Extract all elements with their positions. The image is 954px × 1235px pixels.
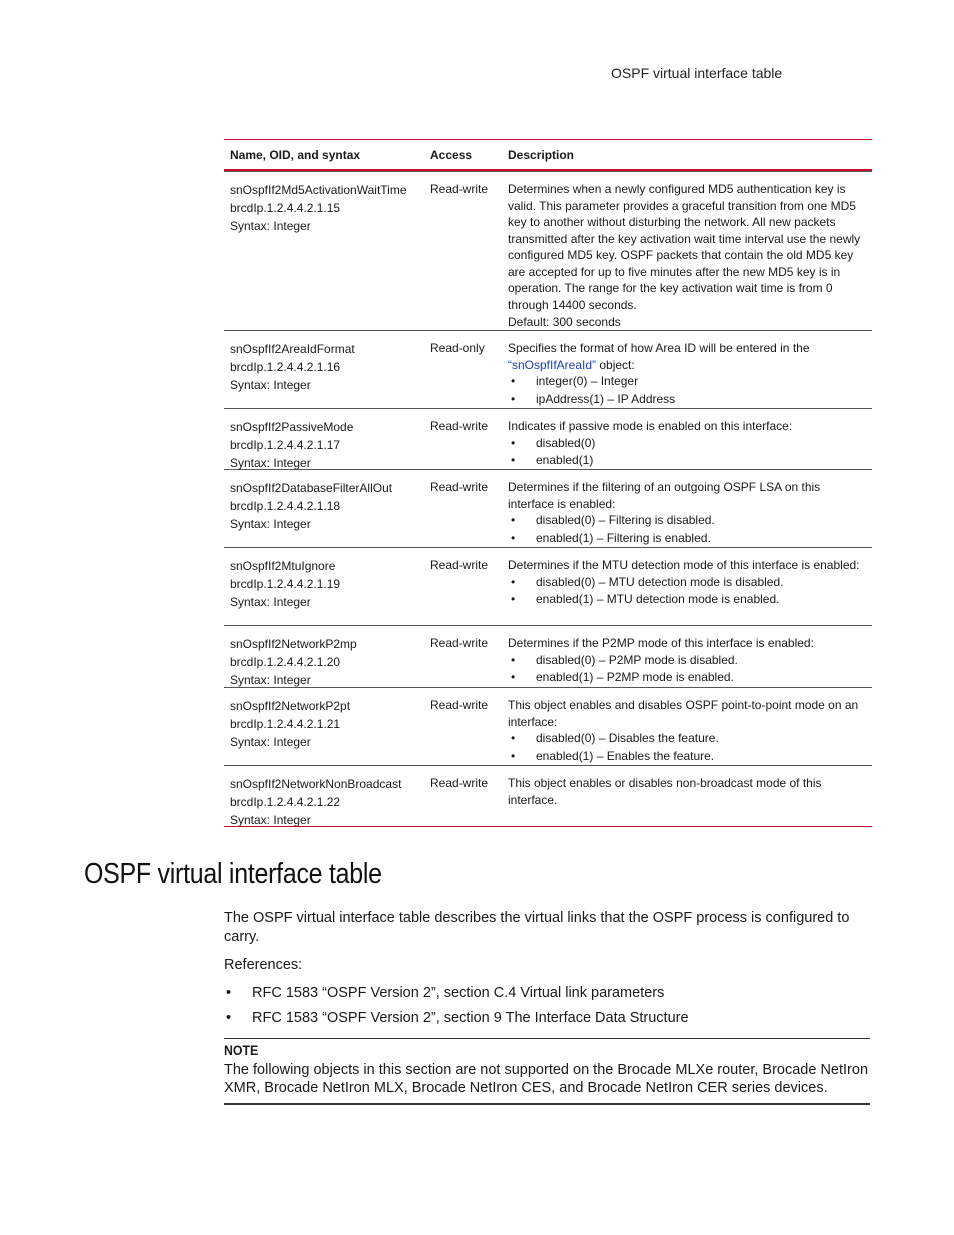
bullet-icon: • xyxy=(511,731,516,745)
access-cell: Read-only xyxy=(430,341,485,355)
list-item xyxy=(508,391,866,409)
bullet-icon: • xyxy=(511,453,516,467)
access-cell: Read-write xyxy=(430,480,489,494)
object-cell xyxy=(224,340,424,403)
object-syntax: Syntax: Integer xyxy=(230,595,311,609)
value-list xyxy=(508,574,866,609)
bullet-icon: • xyxy=(511,391,516,406)
value-label: disabled(0) – MTU detection mode is disabled. xyxy=(536,574,784,589)
object-cell xyxy=(224,479,424,542)
table-row xyxy=(224,547,872,625)
description-cell xyxy=(502,418,872,467)
description-cell xyxy=(502,775,872,821)
table-row xyxy=(224,687,872,765)
references-label: References: xyxy=(224,957,303,973)
object-oid: brcdIp.1.2.4.4.2.1.16 xyxy=(230,360,341,374)
description-cell xyxy=(502,340,872,406)
object-oid: brcdIp.1.2.4.4.2.1.15 xyxy=(230,201,341,215)
object-name: snOspfIf2DatabaseFilterAllOut xyxy=(230,481,393,495)
table-row xyxy=(224,469,872,547)
object-reference-link[interactable]: “snOspfIfAreaId” xyxy=(508,357,597,372)
bullet-icon: • xyxy=(511,652,516,667)
access-cell: Read-write xyxy=(430,636,489,650)
description-prefix: Specifies the format of how Area ID will be entered in the xyxy=(508,341,810,355)
section-body xyxy=(224,909,872,1105)
default-value: Default: 300 seconds xyxy=(508,315,621,329)
table-row xyxy=(224,625,872,687)
bullet-icon: • xyxy=(511,592,516,606)
list-item xyxy=(224,1009,872,1028)
object-oid: brcdIp.1.2.4.4.2.1.19 xyxy=(230,577,341,591)
object-oid: brcdIp.1.2.4.4.2.1.18 xyxy=(230,499,341,513)
value-label: enabled(1) – Enables the feature. xyxy=(536,748,715,763)
access-cell: Read-write xyxy=(430,776,489,790)
description-cell xyxy=(502,479,872,545)
value-list xyxy=(508,730,866,765)
object-syntax: Syntax: Integer xyxy=(230,219,311,233)
column-header-name: Name, OID, and syntax xyxy=(230,147,361,162)
table-header-row xyxy=(224,140,872,171)
list-item xyxy=(508,574,866,592)
description-cell xyxy=(502,697,872,763)
value-label: enabled(1) – P2MP mode is enabled. xyxy=(536,670,734,684)
bullet-icon: • xyxy=(226,985,232,1001)
list-item xyxy=(508,748,866,766)
object-cell xyxy=(224,635,424,687)
list-item xyxy=(508,452,866,470)
object-syntax: Syntax: Integer xyxy=(230,673,311,687)
object-name: snOspfIf2NetworkP2mp xyxy=(230,637,357,651)
bullet-icon: • xyxy=(511,374,516,388)
object-oid: brcdIp.1.2.4.4.2.1.22 xyxy=(230,795,341,809)
list-item xyxy=(508,669,866,687)
object-cell xyxy=(224,697,424,760)
description-text: Determines if the filtering of an outgoing OSPF LSA on this interface is enabled: xyxy=(508,480,821,511)
table-row xyxy=(224,408,872,469)
list-item xyxy=(508,530,866,548)
value-label: disabled(0) – P2MP mode is disabled. xyxy=(536,652,738,667)
value-list xyxy=(508,373,866,408)
reference-text: RFC 1583 “OSPF Version 2”, section C.4 Virtual link parameters xyxy=(252,985,665,1001)
value-label: disabled(0) – Disables the feature. xyxy=(536,731,719,745)
note-label: NOTE xyxy=(224,1042,259,1058)
list-item xyxy=(508,512,866,530)
description-text: Determines if the P2MP mode of this interface is enabled: xyxy=(508,636,814,650)
intro-paragraph: The OSPF virtual interface table describes the virtual links that the OSPF process is configured to carry. xyxy=(224,910,850,945)
column-header-access: Access xyxy=(430,147,473,162)
value-label: ipAddress(1) – IP Address xyxy=(536,391,676,406)
bullet-icon: • xyxy=(511,530,516,545)
object-name: snOspfIf2AreaIdFormat xyxy=(230,342,355,356)
description-text: Determines if the MTU detection mode of this interface is enabled: xyxy=(508,558,860,572)
value-label: disabled(0) – Filtering is disabled. xyxy=(536,513,715,527)
section-title: OSPF virtual interface table xyxy=(84,858,382,890)
value-label: enabled(1) – MTU detection mode is enabled. xyxy=(536,592,780,606)
access-cell: Read-write xyxy=(430,558,489,572)
references-list xyxy=(224,984,872,1028)
description-text xyxy=(508,340,866,373)
value-list xyxy=(508,435,866,470)
note-box xyxy=(224,1038,870,1105)
value-label: integer(0) – Integer xyxy=(536,374,639,388)
description-cell xyxy=(502,557,872,620)
object-cell xyxy=(224,418,424,470)
list-item xyxy=(508,373,866,391)
object-cell xyxy=(224,181,424,325)
access-cell: Read-write xyxy=(430,419,489,433)
list-item xyxy=(508,652,866,670)
object-syntax: Syntax: Integer xyxy=(230,813,311,827)
bullet-icon: • xyxy=(511,574,516,589)
list-item xyxy=(508,591,866,609)
value-label: disabled(0) xyxy=(536,435,596,450)
note-text: The following objects in this section are not supported on the Brocade MLXe router, Brocade NetIron XMR, Brocade NetIron MLX, Brocade NetIron CES, and Brocade NetIron CER series devices. xyxy=(224,1062,869,1096)
value-list xyxy=(508,512,866,547)
object-name: snOspfIf2MtuIgnore xyxy=(230,559,336,573)
bullet-icon: • xyxy=(511,435,516,450)
table-row xyxy=(224,171,872,330)
object-name: snOspfIf2PassiveMode xyxy=(230,420,354,434)
list-item xyxy=(508,435,866,453)
bullet-icon: • xyxy=(226,1010,232,1026)
object-oid: brcdIp.1.2.4.4.2.1.17 xyxy=(230,438,341,452)
description-text: Determines when a newly configured MD5 authentication key is valid. This parameter provides a graceful transition from one MD5 key to another without disturbing the network. All new packets transmitted after the key activation wait time interval use the newly configured MD5 key. OSPF packets that contain the old MD5 key are accepted for up to five minutes after the new MD5 key is in operation. The range for the key activation wait time is from 0 through 14400 seconds. xyxy=(508,182,861,312)
value-label: enabled(1) xyxy=(536,453,594,467)
value-list xyxy=(508,652,866,687)
list-item xyxy=(508,730,866,748)
description-text: Indicates if passive mode is enabled on this interface: xyxy=(508,419,793,433)
object-cell xyxy=(224,775,424,827)
object-name: snOspfIf2Md5ActivationWaitTime xyxy=(230,183,407,197)
object-syntax: Syntax: Integer xyxy=(230,735,311,749)
access-cell: Read-write xyxy=(430,698,489,712)
object-oid: brcdIp.1.2.4.4.2.1.21 xyxy=(230,717,341,731)
bullet-icon: • xyxy=(511,513,516,527)
object-oid: brcdIp.1.2.4.4.2.1.20 xyxy=(230,655,341,669)
object-syntax: Syntax: Integer xyxy=(230,456,311,470)
object-syntax: Syntax: Integer xyxy=(230,517,311,531)
object-cell xyxy=(224,557,424,620)
table-row xyxy=(224,330,872,408)
running-header: OSPF virtual interface table xyxy=(611,65,783,81)
object-name: snOspfIf2NetworkNonBroadcast xyxy=(230,777,402,791)
value-label: enabled(1) – Filtering is enabled. xyxy=(536,530,711,545)
description-cell xyxy=(502,635,872,682)
object-name: snOspfIf2NetworkP2pt xyxy=(230,699,351,713)
reference-text: RFC 1583 “OSPF Version 2”, section 9 The Interface Data Structure xyxy=(252,1010,689,1026)
object-syntax: Syntax: Integer xyxy=(230,378,311,392)
column-header-description: Description xyxy=(508,147,575,162)
bullet-icon: • xyxy=(511,670,516,684)
access-cell: Read-write xyxy=(430,182,489,196)
mib-object-table xyxy=(224,139,872,827)
table-row xyxy=(224,765,872,826)
description-text: This object enables or disables non-broadcast mode of this interface. xyxy=(508,776,822,807)
list-item xyxy=(224,984,872,1003)
description-cell xyxy=(502,181,872,329)
bullet-icon: • xyxy=(511,748,516,763)
description-suffix: object: xyxy=(596,357,635,372)
description-text: This object enables and disables OSPF point-to-point mode on an interface: xyxy=(508,698,859,729)
